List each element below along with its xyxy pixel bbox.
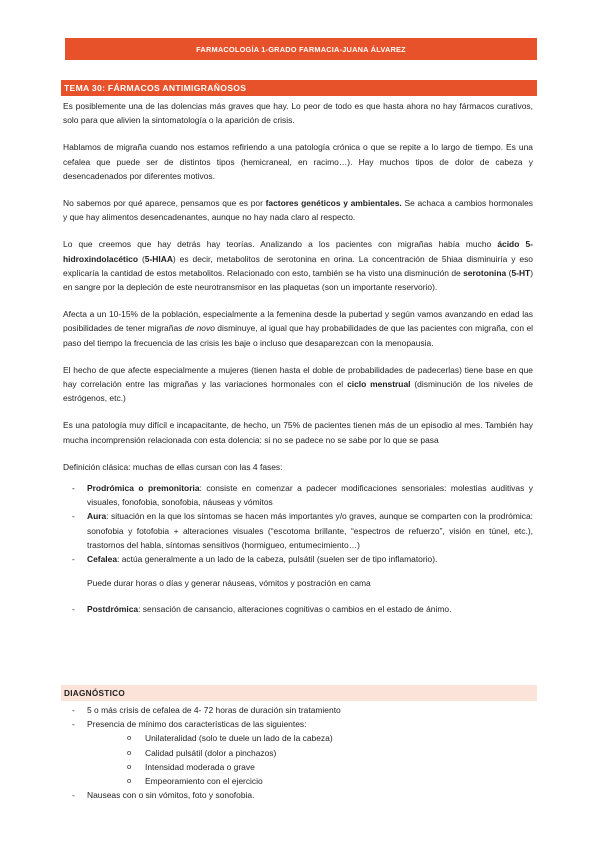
list-item xyxy=(63,509,533,552)
diagnostic-sublist xyxy=(87,731,533,788)
paragraph xyxy=(63,460,533,474)
paragraph-text: Es una patología muy difícil e incapacitante, de hecho, un 75% de pacientes tienen más de un episodio al mes. También hay mucha incomprensión relacionada con esta dolencia: si no se padece no se sabe por lo que se pasa xyxy=(63,420,533,445)
sublist-item: o Empeoramiento con el ejercicio xyxy=(87,774,533,788)
paragraph-text: Afecta a un 10-15% de la población, especialmente a la femenina desde la pubertad y según vamos avanzando en edad las posibilidades de tener migrañas xyxy=(63,309,533,334)
list-item xyxy=(63,717,533,788)
bold-term: ácido 5-hidroxindolacético xyxy=(63,239,533,264)
paragraph xyxy=(63,307,533,350)
paragraph xyxy=(63,140,533,183)
list-item xyxy=(63,602,533,616)
bold-term: ciclo menstrual xyxy=(347,379,411,390)
paragraph-text: ( xyxy=(138,253,145,264)
paragraph-text: ) es decir, metabolitos de serotonina en orina. La concentración de 5hiaa disminuiría y eso explicaría la cantidad de estos metabolitos. Relacionado con esto, también se ha visto una disminución de xyxy=(63,253,534,278)
paragraph-text: El hecho de que afecte especialmente a mujeres (tienen hasta el doble de probabilidades de padecerlas) tiene base en que hay correlación entre las migrañas y las variaciones hormonales con el xyxy=(63,364,533,390)
header-title: FARMACOLOGÍA 1-GRADO FARMACIA-JUANA ÁLVAREZ xyxy=(196,44,406,54)
italic-term: de novo xyxy=(184,323,215,334)
phase-term: Aura xyxy=(87,511,107,522)
sublist-item: o Calidad pulsátil (dolor a pinchazos) xyxy=(87,746,533,760)
phase-text: : consiste en comenzar a padecer modificaciones sensoriales: molestias auditivas y visuales, fonofobia, sonofobia, náuseas y vómitos xyxy=(87,483,533,508)
paragraph-text: ( xyxy=(506,267,512,278)
section-title-bar xyxy=(61,80,537,96)
section-title: TEMA 30: FÁRMACOS ANTIMIGRAÑOSOS xyxy=(64,83,247,93)
phase-term: Postdrómica xyxy=(87,604,139,615)
paragraph-text: Definición clásica: muchas de ellas cursan con las 4 fases: xyxy=(63,461,283,472)
phase-text: : actúa generalmente a un lado de la cabeza, pulsátil (suelen ser de tipo inflamatorio). xyxy=(117,554,438,565)
diagnostic-list xyxy=(63,703,533,802)
phase-term: Prodrómica o premonitoria xyxy=(87,483,200,494)
phases-list xyxy=(63,481,533,617)
paragraph-text: (disminución de los niveles de estrógenos, etc.) xyxy=(63,379,533,404)
diagnostic-title: DIAGNÓSTICO xyxy=(64,688,126,698)
phase-term: Cefalea xyxy=(87,554,118,565)
bold-term: serotonina xyxy=(463,267,507,278)
list-item: - Nauseas con o sin vómitos, foto y sonofobia. xyxy=(63,788,533,802)
sublist-item: o Unilateralidad (solo te duele un lado de la cabeza) xyxy=(87,731,533,745)
paragraph xyxy=(63,237,533,294)
paragraph-text: Lo que creemos que hay detrás hay teorías. Analizando a los pacientes con migrañas había mucho xyxy=(63,239,498,250)
paragraph-text: ) en sangre por la depleción de este neurotransmisor en las plaquetas (son un importante reservorio). xyxy=(63,267,533,293)
list-item xyxy=(63,552,533,566)
diagnostic-heading-bar xyxy=(61,685,537,701)
paragraph-text: Es posiblemente una de las dolencias más graves que hay. Lo peor de todo es que hasta ahora no hay fármacos curativos, solo para que alivien la sintomatología o la aparición de crisis. xyxy=(63,101,533,126)
main-content xyxy=(63,99,533,617)
paragraph xyxy=(63,363,533,406)
paragraph-text: Hablamos de migraña cuando nos estamos refiriendo a una patología crónica o que se repite a lo largo de tiempo. Es una cefalea que puede ser de distintos tipos (hemicraneal, en racimo…). Hay muchos tipos de dolor de cabeza y desencadenados por diferentes motivos. xyxy=(63,142,533,181)
list-item xyxy=(63,481,533,509)
paragraph-text: Se achaca a cambios hormonales y que hay alimentos desencadenantes, aunque no hay nada claro al respecto. xyxy=(63,198,533,223)
paragraph xyxy=(63,418,533,446)
header-banner xyxy=(65,38,537,60)
phase-note: Puede durar horas o días y generar náuseas, vómitos y postración en cama xyxy=(87,578,371,589)
list-item: - 5 o más crisis de cefalea de 4- 72 horas de duración sin tratamiento xyxy=(63,703,533,717)
phase-text: : sensación de cansancio, alteraciones cognitivas o cambios en el estado de ánimo. xyxy=(138,604,452,615)
list-item-text: Presencia de mínimo dos características de las siguientes: xyxy=(87,719,307,730)
phase-text: : situación en la que los síntomas se hacen más importantes y/o graves, aunque se comparten con la prodrómica: sonofobia y fotofobia + alteraciones visuales (“escotoma brillante, “espectros de refuerzo”, visión en túnel, etc.), trastornos del habla, síntomas sensitivos (hormigueo, entumecimiento…) xyxy=(87,511,533,550)
bold-term: 5-HIAA xyxy=(144,253,173,264)
paragraph xyxy=(63,196,533,224)
paragraph-text: No sabemos por qué aparece, pensamos que es por xyxy=(63,198,266,209)
sublist-item: o Intensidad moderada o grave xyxy=(87,760,533,774)
paragraph xyxy=(63,99,533,127)
paragraph-text: disminuye, al igual que hay probabilidades de que las pacientes con migraña, con el paso del tiempo la frecuencia de las crisis les baje o incluso que desaparezcan con la menopausia. xyxy=(63,323,534,348)
bold-term: factores genéticos y ambientales. xyxy=(265,198,402,209)
bold-term: 5-HT xyxy=(511,267,531,278)
